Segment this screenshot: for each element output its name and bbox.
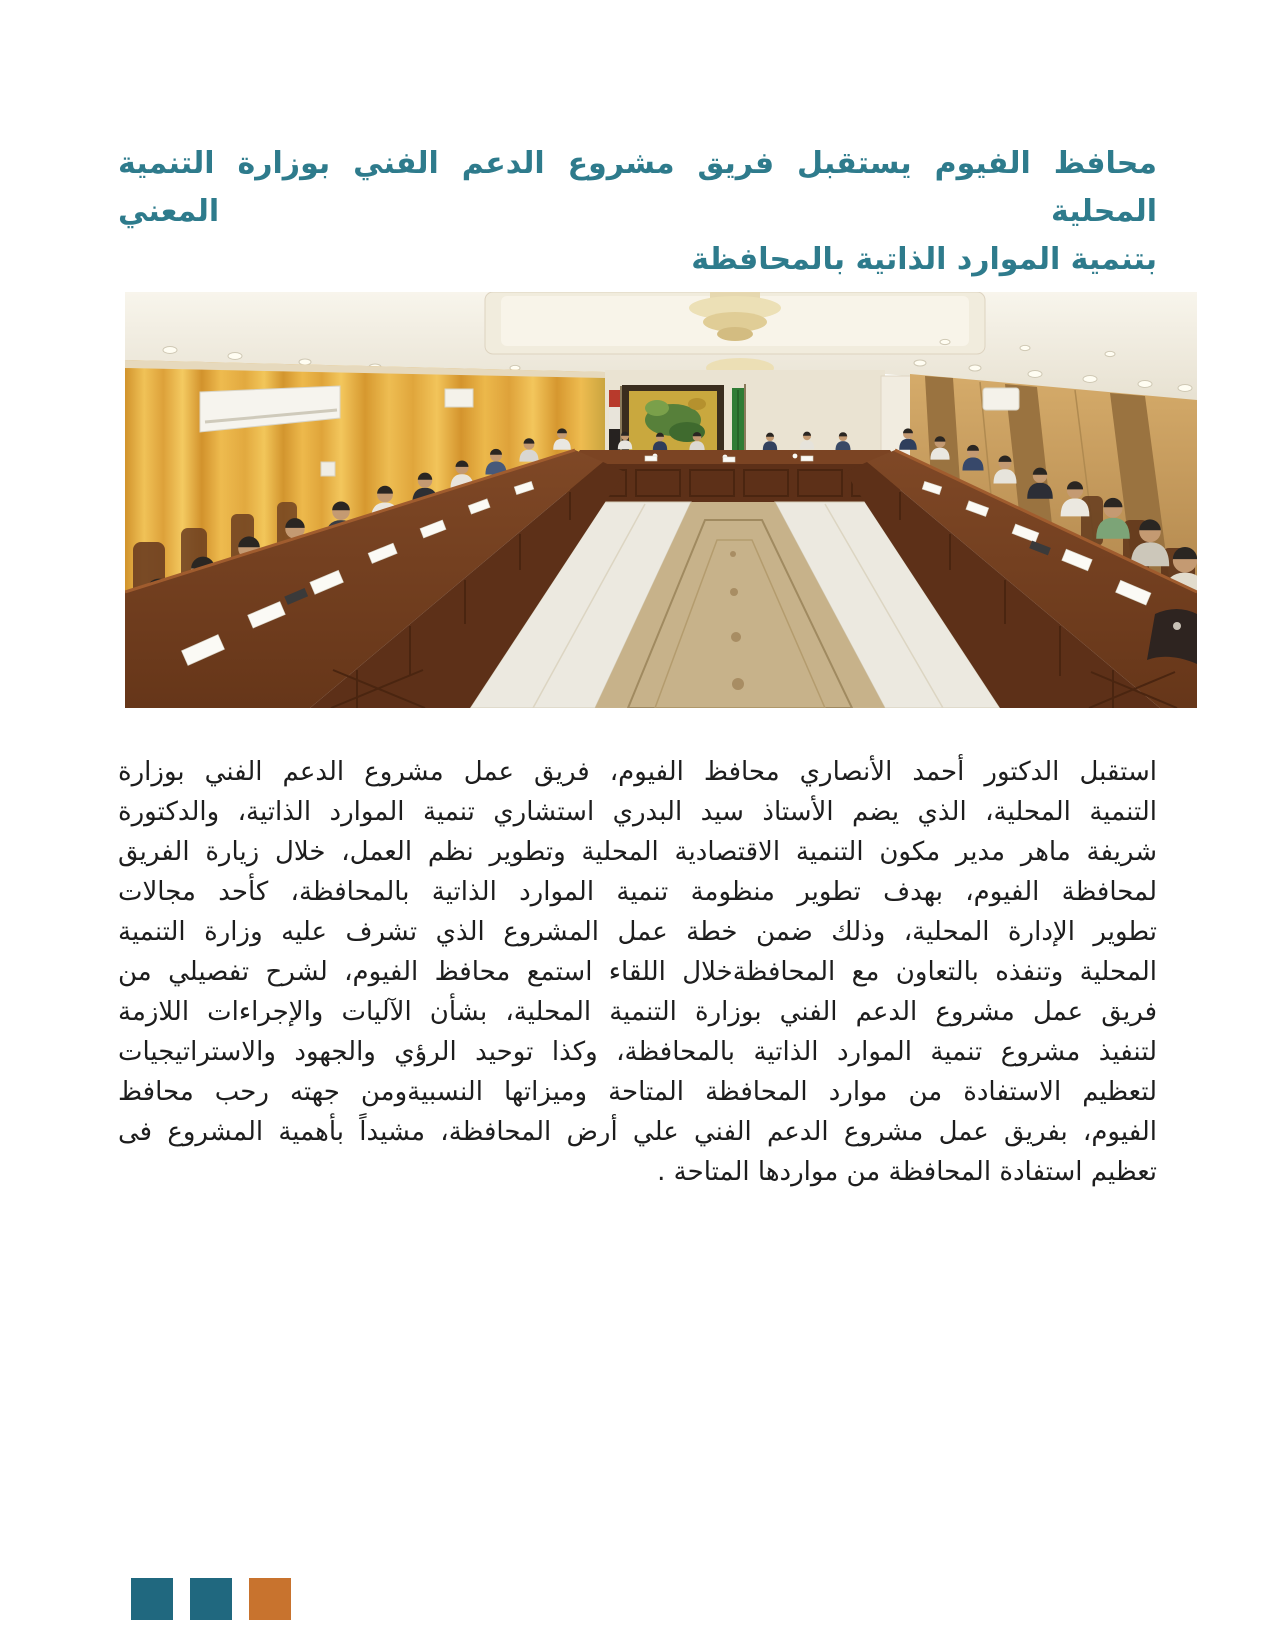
- body-line: التنمية المحلية، الذي يضم الأستاذ سيد البدري استشاري تنمية الموارد الذاتية، والدكتورة: [118, 797, 1157, 827]
- meeting-room-photo: [125, 292, 1197, 708]
- foreground-chair: [1147, 609, 1197, 664]
- body-line: لتعظيم الاستفادة من موارد المحافظة المتاحة وميزاتها النسبيةومن جهته رحب محافظ: [118, 1077, 1157, 1107]
- body-line: الفيوم، بفريق عمل مشروع الدعم الفني علي أرض المحافظة، مشيداً بأهمية المشروع فى: [118, 1117, 1157, 1147]
- body-line: استقبل الدكتور أحمد الأنصاري محافظ الفيوم، فريق عمل مشروع الدعم الفني بوزارة: [118, 757, 1157, 787]
- title-line-2: بتنمية الموارد الذاتية بالمحافظة: [691, 242, 1157, 277]
- title-line-1: محافظ الفيوم يستقبل فريق مشروع الدعم الفني بوزارة التنمية المحلية المعني: [118, 146, 1157, 229]
- body-line: المحلية وتنفذه بالتعاون مع المحافظةخلال اللقاء استمع محافظ الفيوم، لشرح تفصيلي من: [118, 957, 1157, 987]
- meeting-room-illustration: [125, 292, 1197, 708]
- body-line: تطوير الإدارة المحلية، وذلك ضمن خطة عمل المشروع الذي تشرف عليه وزارة التنمية: [118, 917, 1157, 947]
- body-line: لتنفيذ مشروع تنمية الموارد الذاتية بالمحافظة، وكذا توحيد الرؤي والجهود والاستراتيجيات: [118, 1037, 1157, 1067]
- footer-color-squares: [131, 1578, 291, 1620]
- article-title: [118, 140, 1157, 284]
- footer-square-orange: [249, 1578, 291, 1620]
- body-line-last: تعظيم استفادة المحافظة من مواردها المتاحة .: [657, 1157, 1157, 1187]
- footer-square-teal-1: [131, 1578, 173, 1620]
- article-body: [118, 752, 1157, 1192]
- body-line: شريفة ماهر مدير مكون التنمية الاقتصادية المحلية وتطوير نظم العمل، خلال زيارة الفريق: [118, 837, 1157, 867]
- body-line: فريق عمل مشروع الدعم الفني بوزارة التنمية المحلية، بشأن الآليات والإجراءات اللازمة: [118, 997, 1157, 1027]
- footer-square-teal-2: [190, 1578, 232, 1620]
- body-line: لمحافظة الفيوم، بهدف تطوير منظومة تنمية الموارد الذاتية بالمحافظة، كأحد مجالات: [118, 877, 1157, 907]
